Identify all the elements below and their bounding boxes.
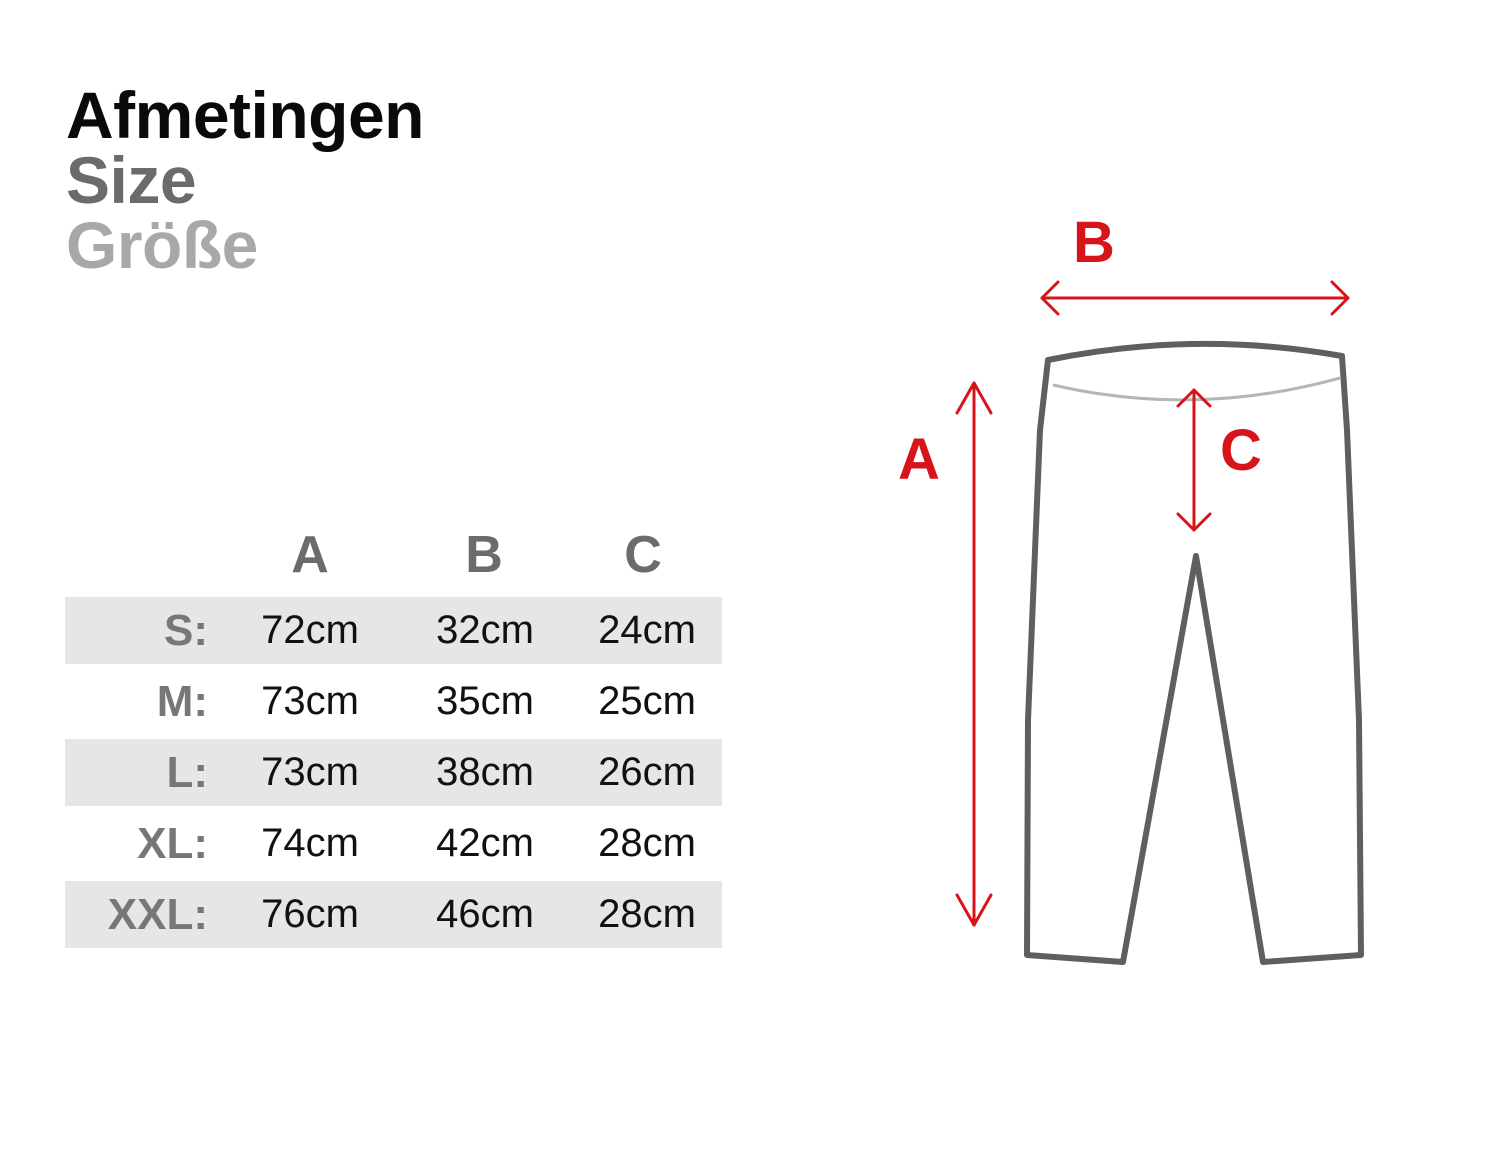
column-header-a: A <box>291 526 329 584</box>
title-dutch: Afmetingen <box>66 78 424 152</box>
size-label: L: <box>166 748 208 797</box>
cell-b: 32cm <box>436 608 534 652</box>
arrow-a <box>957 383 991 925</box>
cell-a: 73cm <box>261 750 359 794</box>
cell-a: 72cm <box>261 608 359 652</box>
cell-c: 28cm <box>598 821 696 865</box>
arrow-b <box>1042 282 1348 314</box>
column-header-c: C <box>624 526 662 584</box>
size-label: M: <box>156 677 208 726</box>
size-label: XL: <box>137 819 208 868</box>
cell-c: 26cm <box>598 750 696 794</box>
cell-c: 28cm <box>598 892 696 936</box>
title-german: Größe <box>66 208 258 282</box>
title-english: Size <box>66 143 197 217</box>
cell-a: 76cm <box>261 892 359 936</box>
cell-c: 24cm <box>598 608 696 652</box>
cell-a: 74cm <box>261 821 359 865</box>
label-c: C <box>1220 418 1262 483</box>
cell-b: 42cm <box>436 821 534 865</box>
label-b: B <box>1073 210 1115 275</box>
size-label: XXL: <box>107 890 208 939</box>
column-header-b: B <box>465 526 503 584</box>
label-a: A <box>898 427 940 492</box>
cell-b: 35cm <box>436 679 534 723</box>
cell-a: 73cm <box>261 679 359 723</box>
cell-b: 38cm <box>436 750 534 794</box>
cell-c: 25cm <box>598 679 696 723</box>
size-label: S: <box>164 606 208 655</box>
cell-b: 46cm <box>436 892 534 936</box>
